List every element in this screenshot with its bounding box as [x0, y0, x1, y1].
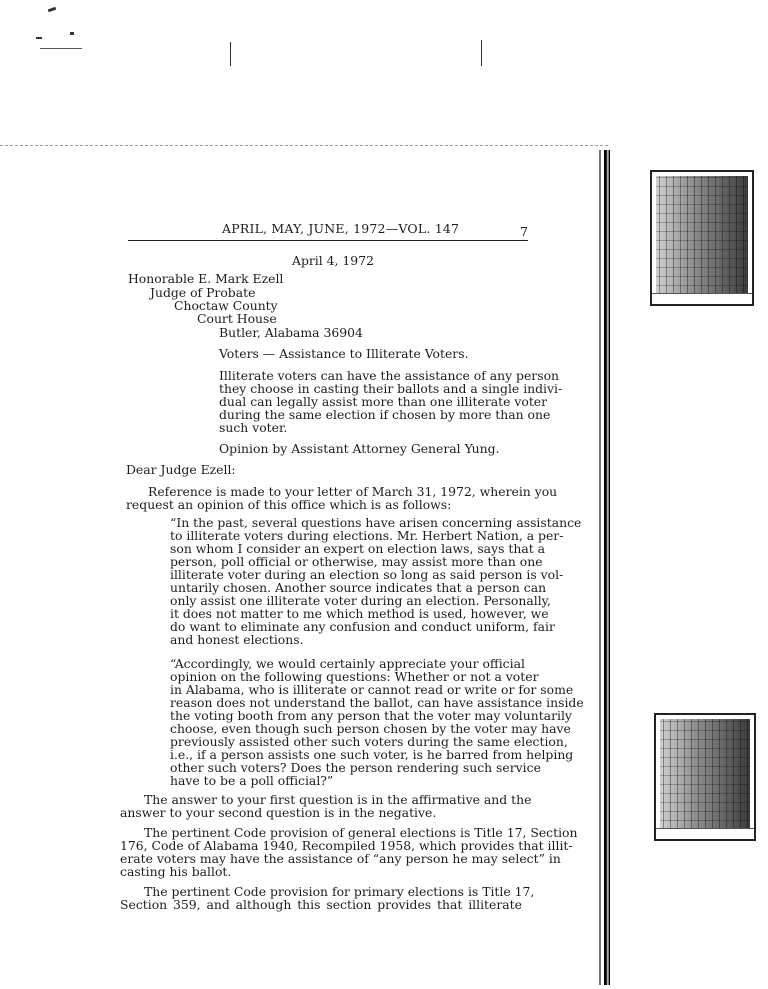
thumbnail-image	[656, 176, 748, 300]
scan-line	[481, 40, 482, 66]
quote-line: choose, even though such person chosen by the voter may have	[170, 720, 571, 736]
headnote-line: Illiterate voters can have the assistance of any person	[219, 368, 560, 383]
quote-line: in Alabama, who is illiterate or cannot read or write or for some	[170, 681, 574, 697]
headnote-line: dual can legally assist more than one illiterate voter	[219, 393, 548, 409]
paragraph-answer	[120, 792, 532, 820]
quote-line: it does not matter to me which method is used, however, we	[170, 605, 549, 621]
quote-line: other such voters? Does the person rendering such service	[170, 759, 541, 775]
paragraph-line: request an opinion of this office which is as follows:	[126, 496, 452, 512]
opinion-by: Opinion by Assistant Attorney General Yung.	[219, 441, 500, 456]
quote-line: untarily chosen. Another source indicates that a person can	[170, 579, 547, 595]
scan-line	[230, 42, 231, 66]
headnote-line: during the same election if chosen by more than one	[219, 406, 551, 422]
quote-line: the voting booth from any person that the voter may voluntarily	[170, 707, 572, 723]
paragraph-primary-elections	[120, 884, 535, 912]
paragraph-reference	[126, 484, 558, 512]
thumbnail-band	[656, 828, 754, 839]
quote-line: only assist one illiterate voter during an election. Personally,	[170, 592, 551, 608]
quote-line: previously assisted other such voters during the same election,	[170, 733, 568, 749]
scan-speck	[48, 7, 57, 13]
quote-line: “In the past, several questions have arisen concerning assistance	[170, 515, 582, 530]
thumbnail-bottom	[654, 713, 756, 841]
scan-speck	[70, 32, 74, 35]
headnote	[219, 368, 563, 435]
header-rule	[128, 240, 528, 241]
quote-line: and honest elections.	[170, 631, 304, 647]
scan-speck	[40, 48, 82, 49]
quote-line: person, poll official or otherwise, may assist more than one	[170, 553, 543, 569]
salutation: Dear Judge Ezell:	[126, 462, 236, 477]
quote-line: reason does not understand the ballot, can have assistance inside	[170, 694, 584, 710]
paragraph-line: erate voters may have the assistance of “any person he may select” in	[120, 850, 561, 866]
running-head: APRIL, MAY, JUNE, 1972—VOL. 147	[222, 221, 460, 236]
quote-paragraph-1	[170, 515, 582, 647]
quote-paragraph-2	[170, 656, 584, 788]
paragraph-line: The pertinent Code provision of general elections is Title 17, Section	[144, 825, 578, 840]
paragraph-line: answer to your second question is in the negative.	[120, 804, 437, 820]
subject-line: Voters — Assistance to Illiterate Voters.	[219, 346, 469, 361]
address-line: Butler, Alabama 36904	[219, 325, 363, 340]
quote-line: “Accordingly, we would certainly appreciate your official	[170, 656, 525, 671]
paragraph-line: 176, Code of Alabama 1940, Recompiled 1958, which provides that illit-	[120, 837, 573, 853]
quote-line: have to be a poll official?”	[170, 772, 334, 788]
paragraph-line: casting his ballot.	[120, 863, 232, 879]
page-number: 7	[520, 224, 528, 239]
page-edge-top	[0, 145, 608, 147]
paragraph-general-elections	[120, 825, 578, 879]
quote-line: illiterate voter during an election so long as said person is vol-	[170, 566, 564, 582]
letter-date: April 4, 1972	[292, 253, 374, 268]
paragraph-line: Section 359, and although this section provides that illiterate	[120, 896, 522, 912]
scan-speck	[36, 37, 42, 39]
headnote-line: they choose in casting their ballots and a single indivi-	[219, 380, 563, 396]
thumbnail-top	[650, 170, 754, 306]
address-line: Choctaw County	[174, 298, 278, 313]
quote-line: son whom I consider an expert on election laws, says that a	[170, 540, 546, 556]
thumbnail-band	[652, 293, 752, 304]
thumbnail-image	[660, 719, 750, 835]
page-edge-right	[604, 150, 610, 985]
quote-line: to illiterate voters during elections. Mr. Herbert Nation, a per-	[170, 527, 564, 543]
quote-line: do want to eliminate any confusion and conduct uniform, fair	[170, 618, 555, 634]
address-line: Court House	[197, 311, 277, 326]
page-edge-shadow	[599, 150, 601, 985]
headnote-line: such voter.	[219, 419, 288, 435]
paragraph-line: The pertinent Code provision for primary elections is Title 17,	[144, 884, 535, 899]
quote-line: i.e., if a person assists one such voter, is he barred from helping	[170, 746, 574, 762]
address-line: Judge of Probate	[150, 285, 256, 300]
quote-line: opinion on the following questions: Whether or not a voter	[170, 668, 539, 684]
address-line: Honorable E. Mark Ezell	[128, 271, 284, 286]
paragraph-line: The answer to your first question is in the affirmative and the	[144, 792, 532, 807]
paragraph-line: Reference is made to your letter of March 31, 1972, wherein you	[148, 484, 558, 499]
